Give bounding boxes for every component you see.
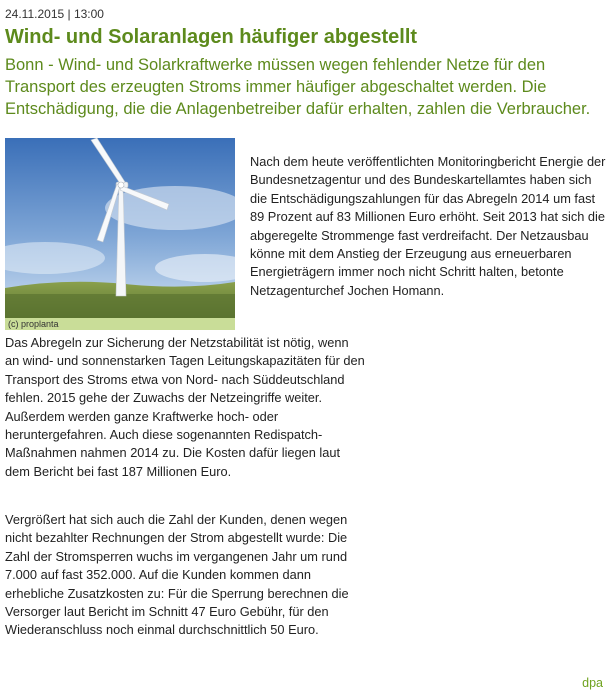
article-dateline: 24.11.2015 | 13:00 (5, 7, 104, 21)
article-figure (5, 138, 235, 330)
article-headline: Wind- und Solaranlagen häufiger abgestellt (5, 26, 418, 48)
image-credit: (c) proplanta (5, 318, 235, 330)
wind-turbine-photo (5, 138, 235, 318)
article-paragraph-3: Vergrößert hat sich auch die Zahl der Kunden, denen wegen nicht bezahlter Rechnungen der Strom abgestellt wurde: Die Zahl der Stromsperren wuchs im vergangenen Jahr um rund 7.000 auf fast 352.000. Auf die Kunden kommen dann erhebliche Zusatzkosten zu: Für die Sperrung berechnen die Versorger laut Bericht im Schnitt 47 Euro Gebühr, für den Wiederanschluss noch einmal durchschnittlich 50 Euro. (5, 512, 349, 638)
article-paragraph-2: Das Abregeln zur Sicherung der Netzstabilität ist nötig, wenn an wind- und sonnenstarken Tagen Leitungskapazitäten für den Transport des Stroms etwa von Nord- nach Süddeutschland fehlen. 2015 gehe der Zuwachs der Netzeingriffe weiter. Außerdem werden ganze Kraftwerke hoch- oder heruntergefahren. Auch diese sogenannten Redispatch-Maßnahmen nahmen 2014 zu. Die Kosten dafür liegen laut dem Bericht bei fast 187 Millionen Euro. (5, 335, 365, 479)
article-paragraph-1: Nach dem heute veröffentlichten Monitoringbericht Energie der Bundesnetzagentur und des Bundeskartellamtes haben sich die Entschädigungszahlungen für das Abregeln 2014 um fast 89 Prozent auf 83 Millionen Euro erhöht. Seit 2013 hat sich die abgeregelte Strommenge fast verdreifacht. Der Netzausbau könne mit dem Anstieg der Erzeugung aus erneuerbaren Energieträgern immer noch nicht Schritt halten, betonte Netzagenturchef Jochen Homann. (250, 154, 606, 298)
article-lead: Bonn - Wind- und Solarkraftwerke müssen wegen fehlender Netze für den Transport des erzeugten Stroms immer häufiger abgeschaltet werden. Die Entschädigung, die die Anlagenbetreiber dafür erhalten, zahlen die Verbraucher. (5, 56, 591, 118)
article-source: dpa (582, 676, 603, 690)
